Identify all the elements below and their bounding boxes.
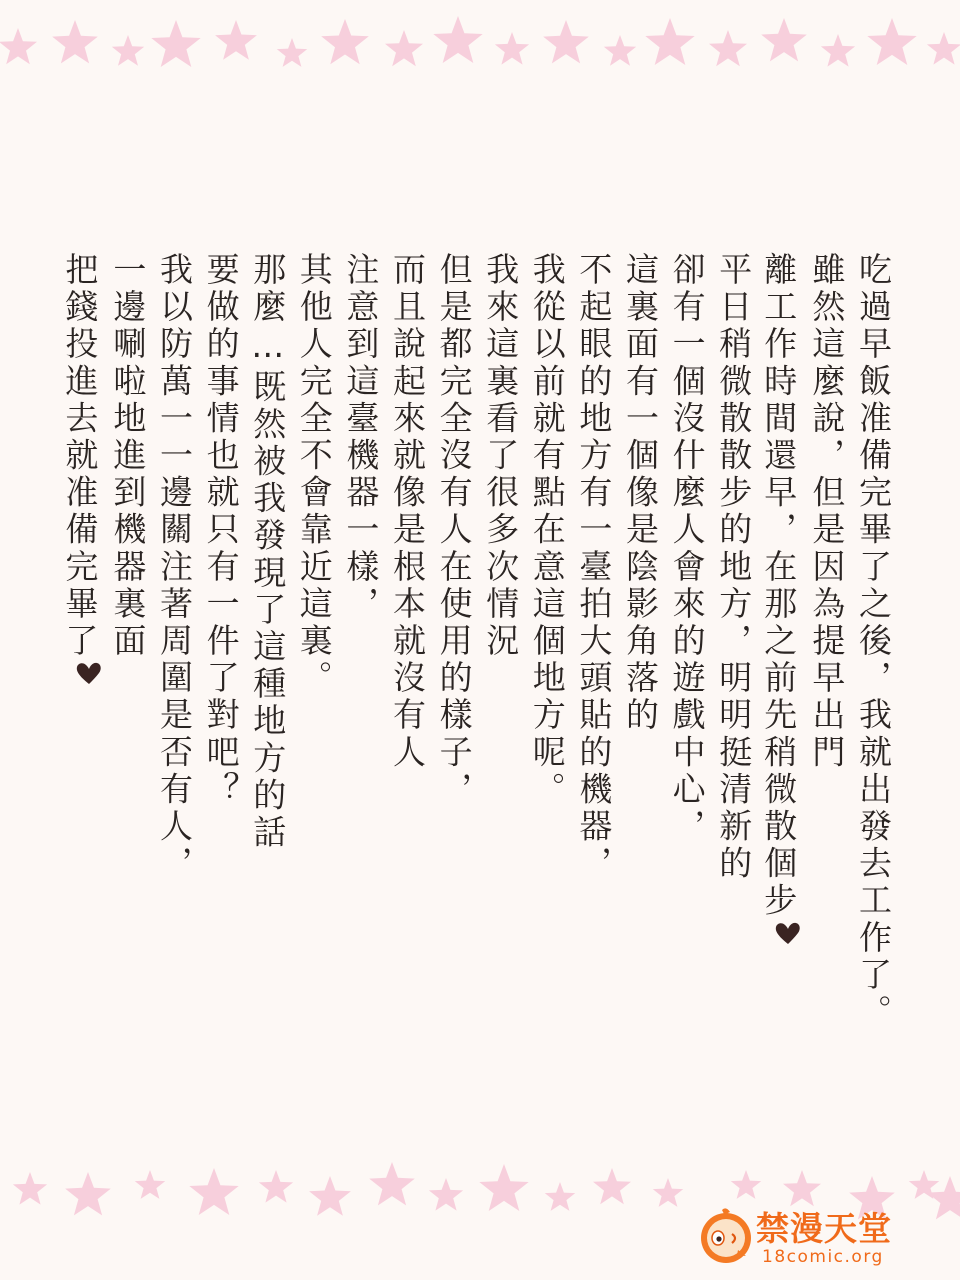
star-icon [495,32,529,65]
text-column [570,252,616,883]
text-column-content: 但是都完全沒有人在使用的樣子， [434,252,474,809]
text-column [803,252,849,771]
star-icon [709,30,747,66]
text-column [384,252,430,771]
text-column [524,252,570,809]
star-icon [433,16,482,63]
star-icon [653,1178,683,1207]
text-column-content: 要做的事情也就只有一件了對吧？ [201,252,241,809]
text-column [710,252,756,883]
star-icon [593,1168,631,1204]
text-column-content: 吃過早飯准備完畢了之後，我就出發去工作了。 [854,252,893,1032]
star-icon [783,1170,821,1206]
text-column [198,252,244,809]
orange-mascot-icon [694,1204,758,1268]
text-column-content: 我從以前就有點在意這個地方呢。 [527,252,567,809]
star-icon [65,1172,111,1215]
text-column-content: 把錢投進去就准備完畢了 [60,252,100,661]
star-icon [135,1170,165,1199]
star-icon [927,32,960,65]
star-icon [215,20,257,60]
star-icon [13,1172,47,1205]
star-icon [0,28,37,64]
star-border-top [0,0,960,120]
text-column-content: 我以防萬一一邊關注著周圍是否有人， [155,252,194,883]
star-icon [545,1182,575,1211]
text-column-content: 雖然這麼說，但是因為提早出門 [807,252,847,772]
text-column [58,252,104,686]
text-column-content: 那麼…既然被我發現了這種地方的話 [248,252,288,852]
text-column [850,252,896,1031]
star-icon [821,34,855,67]
star-icon [52,20,98,63]
text-column [337,252,383,623]
text-column [477,252,523,660]
text-column-content: 卻有一個沒什麼人會來的遊戲中心， [667,252,707,846]
text-column-content: 注意到這臺機器一樣， [341,252,381,623]
text-column-content: 平日稍微散散步的地方，明明挺清新的 [714,252,754,883]
vertical-text-block [60,252,896,1112]
star-icon [309,1176,351,1216]
text-column [664,252,710,846]
text-column-content: 我來這裏看了很多次情況 [481,252,521,661]
star-icon [604,35,636,66]
star-icon [385,30,423,66]
star-icon [645,18,694,65]
text-column [244,252,290,852]
star-icon [731,1170,761,1199]
star-icon [543,20,589,63]
text-column [431,252,477,809]
text-column-content: 其他人完全不會靠近這裏。 [294,252,334,698]
text-column-content: 一邊唰啦地進到機器裏面 [108,252,148,661]
text-column [617,252,663,734]
star-icon [479,1164,528,1211]
text-column-content: 這裏面有一個像是陰影角落的 [621,252,660,735]
text-column-content: 不起眼的地方有一臺拍大頭貼的機器， [574,252,614,883]
star-icon [321,19,369,64]
star-icon [369,1162,415,1205]
text-column [104,252,150,660]
logo-url: 18comic.org [762,1247,884,1267]
star-icon [277,38,307,67]
text-column [291,252,337,697]
logo-name: 禁漫天堂 [756,1209,892,1248]
star-icon [189,1168,238,1215]
star-icons-top [0,0,960,120]
text-column-content: 而且說起來就像是根本就沒有人 [388,252,427,772]
text-column [151,252,197,883]
star-icon [259,1170,293,1203]
text-column-content: 離工作時間還早，在那之前先稍微散個步 [759,252,799,920]
star-icon [867,18,916,65]
star-icon [151,20,200,67]
site-logo [694,1204,924,1274]
star-icon [761,18,807,61]
heart-icon [74,660,104,686]
text-column [757,252,803,946]
star-icon [112,35,144,66]
heart-icon [773,920,803,946]
star-icon [429,1178,463,1211]
